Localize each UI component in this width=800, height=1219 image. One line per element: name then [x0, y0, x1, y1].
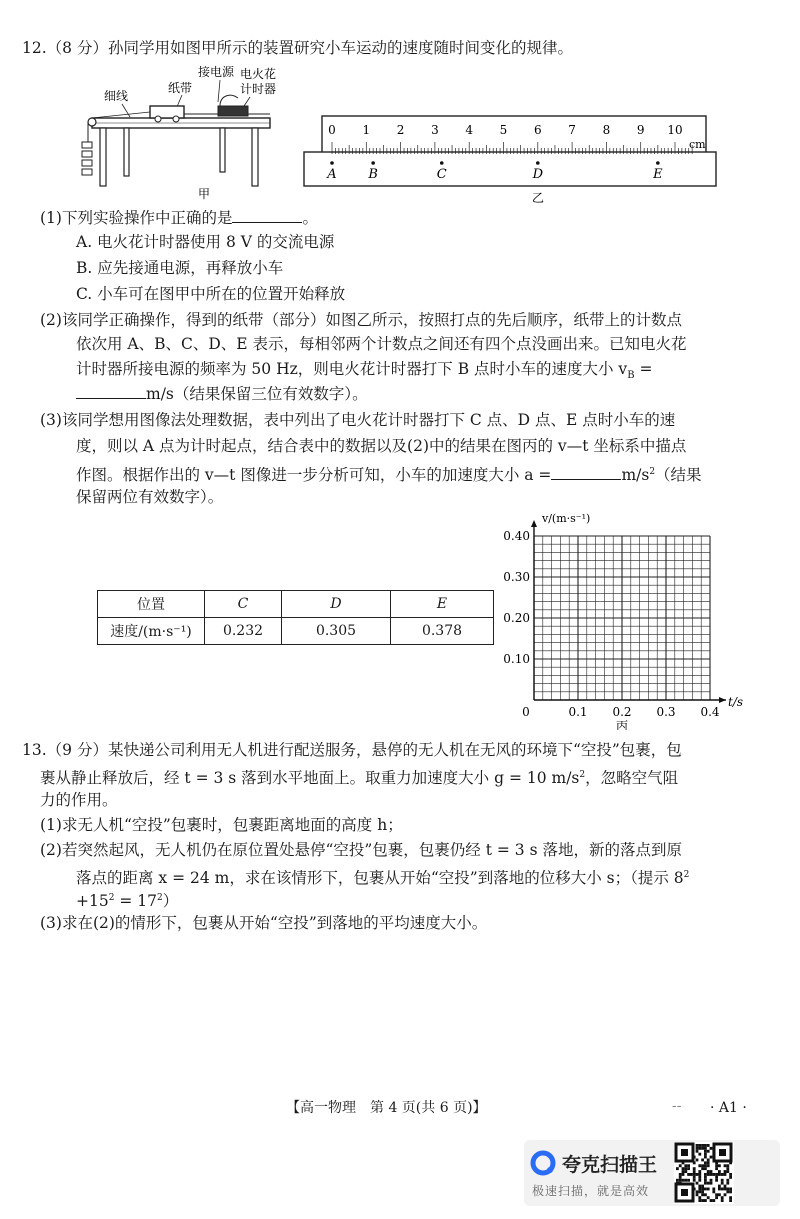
figure-caption-yi: 乙 [532, 191, 545, 205]
q13-p3: (3)求在(2)的情形下，包裹从开始“空投”到落地的平均速度大小。 [40, 914, 488, 932]
ruler-tick-label: 9 [636, 123, 645, 137]
figure-caption-jia: 甲 [198, 187, 211, 201]
table-header: E [391, 591, 494, 618]
q12-p2-line1: (2)该同学正确操作，得到的纸带（部分）如图乙所示，按照打点的先后顺序，纸带上的计数点 [40, 311, 682, 329]
tape-point-label: C [436, 167, 447, 182]
answer-blank-3[interactable] [551, 465, 621, 480]
footer-code: · A1 · [710, 1100, 747, 1116]
ruler-tick-label: 8 [602, 123, 611, 137]
q12-p3-line1: (3)该同学想用图像法处理数据，表中列出了电火花计时器打下 C 点、D 点、E 点时小车的速 [40, 411, 676, 429]
ruler-tick-label: 3 [431, 123, 439, 137]
ruler-tick-label: 7 [568, 123, 576, 137]
page-footer: 【高一物理 第 4 页(共 6 页)】 [286, 1100, 487, 1116]
ruler-tick-label: 1 [362, 123, 371, 137]
figure-apparatus [70, 62, 290, 202]
q13-p2-line2: 落点的距离 x = 24 m，求在该情形下，包裹从开始“空投”到落地的位移大小 s；（提示 $8^2$ [76, 869, 690, 888]
answer-blank-2[interactable] [76, 384, 146, 399]
q13-p2-line1: (2)若突然起风，无人机仍在原位置处悬停“空投”包裹，包裹仍经 t = 3 s 落地，新的落点到原 [40, 841, 682, 859]
scanner-watermark [524, 1140, 780, 1206]
ruler-tick-label: 5 [499, 123, 508, 137]
q13-p1: (1)求无人机“空投”包裹时，包裹距离地面的高度 h； [40, 816, 403, 834]
label-timer-2: 计时器 [240, 82, 277, 96]
table-cell: 0.305 [282, 618, 391, 645]
q12-p3-line2: 度，则以 A 点为计时起点，结合表中的数据以及(2)中的结果在图丙的 v—t 坐标系中描点 [76, 437, 687, 455]
label-power: 接电源 [198, 65, 235, 79]
x-tick-label: 0.2 [612, 705, 632, 719]
table-row-label: 速度/(m·s⁻¹) [98, 618, 205, 645]
x-tick-label: 0.1 [568, 705, 588, 719]
q12-p1: (1)下列实验操作中正确的是 。 [40, 209, 318, 227]
tape-point-label: A [327, 167, 337, 182]
tape-point [536, 161, 540, 165]
x-axis-label: t/s [728, 695, 744, 709]
ruler-tick-label: 2 [396, 123, 405, 137]
table-cell: 0.232 [205, 618, 282, 645]
x-tick-label: 0.4 [700, 705, 720, 719]
scanner-name: 夸克扫描王 [562, 1154, 658, 1176]
chart-title: 丙 [616, 719, 629, 730]
q12-p3-line3: 作图。根据作出的 v—t 图像进一步分析可知，小车的加速度大小 $a = m/s^2$（结果 [76, 466, 702, 485]
label-timer-1: 电火花 [240, 67, 277, 81]
option-a: A. 电火花计时器使用 8 V 的交流电源 [76, 233, 335, 251]
q12-p2-line4: m/s（结果保留三位有效数字）。 [76, 384, 368, 404]
y-tick-label: 0.10 [503, 652, 530, 666]
q12-p3-line4: 保留两位有效数字）。 [76, 488, 224, 506]
q12-title: 12.（8 分）孙同学用如图甲所示的装置研究小车运动的速度随时间变化的规律。 [22, 39, 573, 57]
tape-point-label: E [653, 167, 663, 182]
y-axis-arrow [531, 520, 537, 527]
tape-point [656, 161, 660, 165]
tape-point-label: B [368, 167, 378, 182]
ruler-unit: cm [689, 138, 706, 151]
scanner-slogan: 极速扫描，就是高效 [532, 1184, 650, 1198]
quark-logo-icon [530, 1150, 556, 1176]
vt-chart[interactable] [492, 508, 752, 730]
q12-p2-line2: 依次用 A、B、C、D、E 表示，每相邻两个计数点之间还有四个点没画出来。已知电火花 [76, 335, 687, 353]
y-tick-label: 0.20 [503, 611, 530, 625]
table-header: 位置 [98, 591, 205, 618]
y-tick-label: 0.30 [503, 570, 530, 584]
ruler-tick-label: 0 [328, 123, 336, 137]
tape-point-label: D [532, 167, 544, 182]
table-header: D [282, 591, 391, 618]
ruler-tick-label: 6 [533, 123, 542, 137]
tape-point [371, 161, 375, 165]
ruler-tick-label: 4 [465, 123, 474, 137]
option-b: B. 应先接通电源，再释放小车 [76, 259, 284, 277]
tape-point [440, 161, 444, 165]
q12-p2-line3: 计时器所接电源的频率为 50 Hz，则电火花计时器打下 B 点时小车的速度大小 $v_B$ = [76, 360, 653, 382]
x-tick-label: 0.3 [656, 705, 676, 719]
x-tick-label: 0 [522, 705, 530, 719]
label-rope: 细线 [104, 89, 129, 103]
figure-ruler-tape [296, 110, 726, 206]
label-tape: 纸带 [168, 81, 193, 95]
ruler-tick-label: 10 [667, 123, 683, 137]
footer-dash: -- [672, 1098, 682, 1114]
q13-p2-line3: $+15^2 = 17^2$） [76, 892, 179, 911]
y-axis-label: v/(m·s⁻¹) [542, 512, 591, 525]
option-c: C. 小车可在图甲中所在的位置开始释放 [76, 285, 346, 303]
tape-point [330, 161, 334, 165]
table-cell: 0.378 [391, 618, 494, 645]
y-tick-label: 0.40 [503, 529, 530, 543]
q13-title-line2: 裹从静止释放后，经 t = 3 s 落到水平地面上。取重力加速度大小 g = 10 $m/s^2$，忽略空气阻 [40, 769, 679, 788]
answer-blank-1[interactable] [232, 208, 302, 223]
table-row [98, 618, 494, 645]
velocity-table [97, 590, 494, 645]
qr-code-icon [674, 1142, 734, 1204]
q13-title-line3: 力的作用。 [40, 791, 118, 809]
table-header-row [98, 591, 494, 618]
table-header: C [205, 591, 282, 618]
x-axis-arrow [719, 697, 726, 703]
q13-title-line1: 13.（9 分）某快递公司利用无人机进行配送服务，悬停的无人机在无风的环境下“空投”包裹，包 [22, 741, 682, 759]
